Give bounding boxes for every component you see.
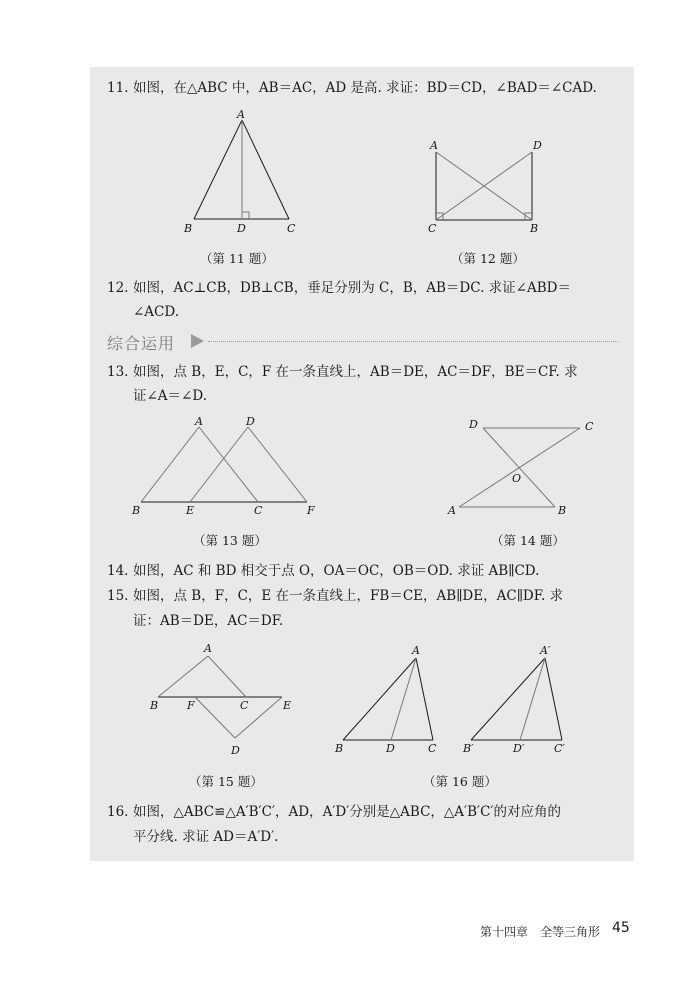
vertex-label-f: F <box>187 699 195 712</box>
vertex-label-a: A <box>237 108 245 121</box>
problem-number: 14. <box>107 563 129 579</box>
vertex-label-c: C <box>585 420 594 433</box>
problem-text: 如图，点 B，F，C，E 在一条直线上，FB＝CE，AB∥DE，AC∥DF. 求 <box>133 588 564 604</box>
vertex-label-d: D <box>237 222 246 235</box>
vertex-label-a: A <box>448 504 456 517</box>
vertex-label-d: D <box>246 415 255 428</box>
section-title: 综合运用 <box>107 334 176 353</box>
vertex-label-c-prime: C′ <box>554 742 565 755</box>
caption-fig16: （第 16 题） <box>423 774 497 789</box>
problem-text: 如图，AC 和 BD 相交于点 O，OA＝OC，OB＝OD. 求证 AB∥CD. <box>133 563 540 579</box>
vertex-label-d-prime: D′ <box>513 742 525 755</box>
caption-fig14: （第 14 题） <box>491 533 565 548</box>
caption-fig11: （第 11 题） <box>200 251 274 266</box>
problem-13-line-2: 证∠A＝∠D. <box>133 388 208 404</box>
vertex-label-c: C <box>287 222 296 235</box>
vertex-label-d: D <box>469 418 478 431</box>
vertex-label-c: C <box>428 742 437 755</box>
vertex-label-e: E <box>283 699 292 712</box>
problem-text: 如图，在△ABC 中，AB＝AC，AD 是高. 求证：BD＝CD，∠BAD＝∠CAD. <box>133 80 597 96</box>
vertex-label-c: C <box>254 504 263 517</box>
vertex-label-b-prime: B′ <box>463 742 474 755</box>
vertex-label-b: B <box>558 504 567 517</box>
vertex-label-a: A <box>430 139 438 152</box>
vertex-label-a: A <box>195 415 203 428</box>
problem-12-line-2: ∠ACD. <box>133 304 180 320</box>
vertex-label-d: D <box>231 744 240 757</box>
problem-number: 15. <box>107 588 129 604</box>
page-number: 45 <box>612 920 630 936</box>
vertex-label-b: B <box>184 222 193 235</box>
vertex-label-b: B <box>132 504 141 517</box>
problem-text: 如图，△ABC≌△A′B′C′，AD，A′D′分别是△ABC，△A′B′C′的对应角的 <box>133 804 562 820</box>
chapter-title: 第十四章 全等三角形 <box>480 925 601 939</box>
caption-fig13: （第 13 题） <box>193 533 267 548</box>
problem-number: 16. <box>107 804 129 820</box>
problem-number: 11. <box>107 80 129 96</box>
vertex-label-o: O <box>512 472 522 485</box>
problem-15-line-2: 证：AB＝DE，AC＝DF. <box>133 613 284 629</box>
vertex-label-b: B <box>150 699 159 712</box>
caption-fig15: （第 15 题） <box>189 774 263 789</box>
vertex-label-c: C <box>428 222 437 235</box>
problem-16-line-2: 平分线. 求证 AD＝A′D′. <box>133 829 279 845</box>
problem-text: 如图，AC⊥CB，DB⊥CB，垂足分别为 C，B，AB＝DC. 求证∠ABD＝ <box>133 280 571 296</box>
problem-16-line-1 <box>107 803 561 821</box>
problem-number: 13. <box>107 364 129 380</box>
vertex-label-d: D <box>386 742 395 755</box>
vertex-label-d: D <box>533 139 542 152</box>
vertex-label-a: A <box>204 642 212 655</box>
vertex-label-c: C <box>240 699 249 712</box>
caption-fig12: （第 12 题） <box>451 251 525 266</box>
vertex-label-e: E <box>186 504 195 517</box>
problem-text: 如图，点 B，E，C，F 在一条直线上，AB＝DE，AC＝DF，BE＝CF. 求 <box>133 364 578 380</box>
vertex-label-b: B <box>530 222 539 235</box>
vertex-label-a-prime: A′ <box>540 644 551 657</box>
problem-number: 12. <box>107 280 129 296</box>
vertex-label-f: F <box>307 504 315 517</box>
vertex-label-b: B <box>335 742 344 755</box>
vertex-label-a: A <box>412 644 420 657</box>
